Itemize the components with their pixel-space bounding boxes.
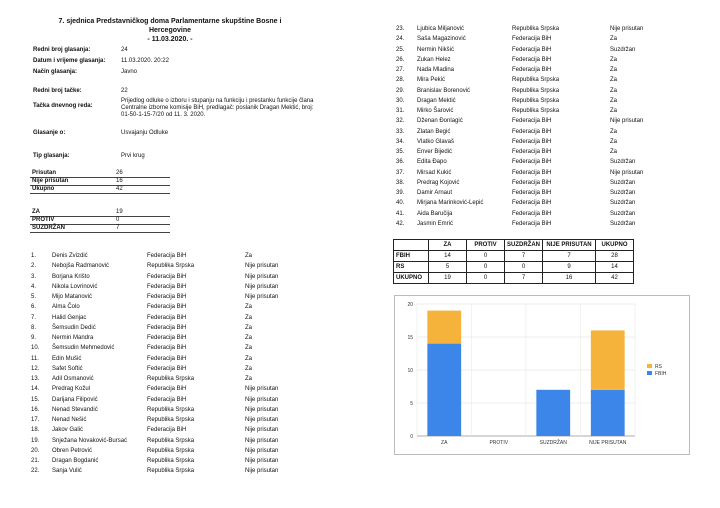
y-tick-label: 15 (407, 335, 413, 341)
member-vote: Suzdržan (610, 220, 636, 227)
votes-row (30, 209, 170, 217)
member-vote: Za (245, 345, 253, 352)
member-entity: Federacija BiH (512, 56, 552, 63)
member-name: Halid Genjac (52, 314, 87, 321)
results-cell: UKUPNO (394, 273, 429, 284)
presence-row (30, 186, 170, 194)
presence-value: 26 (114, 170, 170, 178)
meta-label: Redni broj glasanja: (33, 47, 91, 53)
member-entity: Federacija BiH (147, 304, 187, 311)
vote-chart-svg (395, 296, 689, 454)
member-entity: Federacija BiH (147, 314, 187, 321)
results-header-cell: SUZDRŽAN (505, 240, 543, 251)
member-number: 25. (396, 46, 405, 53)
member-vote: Za (610, 56, 618, 63)
votes-row (30, 225, 170, 233)
member-entity: Republika Srpska (147, 376, 195, 382)
member-number: 14. (31, 386, 40, 393)
member-name: Nada Mladina (417, 67, 455, 73)
results-cell: 14 (429, 251, 467, 262)
member-entity: Federacija BiH (512, 179, 552, 186)
member-name: Saša Magazinović (417, 36, 466, 43)
member-number: 3. (31, 273, 37, 280)
member-name: Nebojša Radmanović (52, 263, 110, 270)
member-entity: Federacija BiH (147, 253, 187, 259)
member-vote: Nije prisutan (610, 169, 644, 176)
member-name: Mirsad Kukić (417, 169, 452, 176)
member-entity: Federacija BiH (147, 294, 187, 300)
members-list-left (31, 251, 331, 481)
member-vote: Za (245, 335, 253, 341)
member-number: 35. (396, 149, 405, 155)
member-vote: Nije prisutan (245, 273, 279, 280)
member-number: 21. (31, 458, 40, 464)
member-entity: Federacija BiH (512, 118, 552, 125)
member-vote: Za (610, 36, 618, 43)
member-entity: Federacija BiH (512, 220, 552, 227)
member-number: 41. (396, 210, 405, 217)
member-entity: Republika Srpska (147, 458, 195, 464)
results-cell: 5 (429, 262, 467, 273)
results-cell: 9 (543, 262, 596, 273)
member-entity: Republika Srpska (147, 406, 195, 413)
results-header-cell: PROTIV (467, 240, 505, 251)
member-entity: Republika Srpska (512, 77, 560, 84)
tip-value: Prvi krug (121, 153, 145, 159)
page-title (40, 17, 300, 44)
member-name: Mijo Matanović (52, 294, 93, 300)
member-vote: Nije prisutan (245, 294, 279, 300)
results-header-cell: NIJE PRISUTAN (543, 240, 596, 251)
member-number: 39. (396, 190, 405, 196)
member-number: 19. (31, 437, 40, 444)
members-list-right (396, 24, 696, 229)
member-name: Adil Osmanović (52, 376, 94, 382)
member-entity: Federacija BiH (512, 149, 552, 155)
member-name: Predrag Kožul (52, 386, 91, 393)
member-name: Jasmin Emrić (417, 220, 454, 227)
member-number: 1. (31, 253, 37, 259)
results-row (394, 251, 634, 262)
member-vote: Nije prisutan (245, 263, 279, 270)
member-vote: Za (610, 128, 618, 135)
member-name: Dragan Mektić (417, 97, 456, 104)
member-entity: Federacija BiH (147, 335, 187, 341)
member-vote: Suzdržan (610, 190, 636, 196)
member-number: 28. (396, 77, 405, 84)
member-number: 37. (396, 169, 405, 176)
member-entity: Federacija BiH (147, 355, 187, 362)
member-entity: Republika Srpska (512, 108, 560, 114)
member-number: 36. (396, 159, 405, 166)
member-name: Nermin Mandra (52, 335, 94, 341)
member-entity: Federacija BiH (512, 46, 552, 53)
member-number: 32. (396, 118, 405, 125)
member-name: Dženan Đonlagić (417, 118, 463, 125)
member-vote: Nije prisutan (245, 447, 279, 454)
agenda-item-line: 01-50-1-15-7/20 od 11. 3. 2020. (121, 112, 206, 118)
presence-value: 42 (114, 186, 170, 194)
member-vote: Nije prisutan (245, 427, 279, 434)
votes-label: PROTIV (30, 217, 114, 225)
member-number: 22. (31, 468, 40, 475)
member-name: Edita Đapo (417, 159, 447, 166)
member-entity: Republika Srpska (147, 447, 195, 454)
member-number: 12. (31, 365, 40, 372)
results-header-cell: ZA (429, 240, 467, 251)
y-tick-label: 10 (407, 368, 413, 374)
results-cell: 7 (543, 251, 596, 262)
member-name: Alma Čolo (52, 304, 80, 311)
member-name: Nikola Lovrinović (52, 283, 98, 290)
member-name: Edin Mušić (52, 355, 82, 362)
member-entity: Federacija BiH (147, 345, 187, 352)
results-cell: 16 (543, 273, 596, 284)
member-entity: Federacija BiH (512, 159, 552, 166)
member-number: 10. (31, 345, 40, 352)
glasanje-label: Glasanje o: (33, 130, 66, 136)
member-entity: Federacija BiH (512, 128, 552, 135)
member-vote: Nije prisutan (245, 386, 279, 393)
member-name: Nermin Nikšić (417, 46, 455, 53)
member-number: 9. (31, 335, 37, 341)
results-cell: RS (394, 262, 429, 273)
member-name: Mirjana Marinković-Lepić (417, 200, 484, 207)
member-number: 5. (31, 294, 37, 300)
member-entity: Federacija BiH (512, 138, 552, 145)
y-tick-label: 20 (407, 302, 413, 308)
member-number: 23. (396, 26, 405, 32)
member-entity: Federacija BiH (147, 365, 187, 372)
member-vote: Suzdržan (610, 200, 636, 207)
member-vote: Za (245, 365, 253, 372)
member-name: Safet Softić (52, 365, 83, 372)
member-vote: Za (610, 77, 618, 84)
votes-value: 0 (114, 217, 170, 225)
member-name: Dragan Bogdanić (52, 458, 99, 464)
results-cell: 0 (467, 273, 505, 284)
member-entity: Republika Srpska (147, 437, 195, 444)
member-number: 34. (396, 138, 405, 145)
results-table (393, 239, 634, 284)
member-vote: Za (245, 253, 253, 259)
member-entity: Federacija BiH (512, 67, 552, 73)
member-vote: Suzdržan (610, 210, 636, 217)
member-entity: Republika Srpska (512, 26, 560, 32)
member-entity: Federacija BiH (147, 324, 187, 331)
agenda-item-line: Prijedlog odluke o izboru i stupanju na funkciju i prestanku funkcije člana (121, 98, 314, 104)
x-tick-label: SUZDRŽAN (539, 440, 567, 446)
member-number: 17. (31, 417, 40, 423)
results-cell: 19 (429, 273, 467, 284)
member-number: 27. (396, 67, 405, 73)
results-cell: 42 (596, 273, 634, 284)
votes-value: 19 (114, 209, 170, 217)
member-number: 2. (31, 263, 37, 270)
member-vote: Suzdržan (610, 179, 636, 186)
results-cell: 0 (467, 251, 505, 262)
member-name: Mira Pekić (417, 77, 446, 84)
member-number: 13. (31, 376, 40, 382)
member-name: Branislav Borenović (417, 87, 471, 94)
member-vote: Za (610, 149, 618, 155)
presence-row (30, 170, 170, 178)
member-vote: Nije prisutan (245, 458, 279, 464)
member-entity: Federacija BiH (147, 386, 187, 393)
x-tick-label: NIJE PRISUTAN (589, 440, 627, 446)
x-tick-label: ZA (441, 440, 448, 446)
member-vote: Nije prisutan (245, 283, 279, 290)
member-vote: Nije prisutan (245, 468, 279, 475)
results-cell: FBIH (394, 251, 429, 262)
results-header-row (394, 240, 634, 251)
results-header-cell (394, 240, 429, 251)
member-vote: Za (245, 376, 253, 382)
member-number: 38. (396, 179, 405, 186)
member-number: 8. (31, 324, 37, 331)
member-name: Zukan Helez (417, 56, 451, 63)
member-vote: Za (610, 108, 618, 114)
presence-row (30, 178, 170, 186)
member-number: 30. (396, 97, 405, 104)
legend-swatch (647, 371, 652, 375)
member-vote: Nije prisutan (245, 417, 279, 423)
member-name: Šemsudin Mehmedović (52, 345, 115, 352)
member-name: Damir Arnaut (417, 190, 453, 196)
member-vote: Za (245, 304, 253, 311)
member-vote: Za (610, 67, 618, 73)
results-row (394, 273, 634, 284)
presence-label: Nije prisutan (30, 178, 114, 186)
member-entity: Federacija BiH (512, 200, 552, 207)
member-number: 7. (31, 314, 37, 321)
meta-value: Javno (121, 69, 138, 75)
member-number: 4. (31, 283, 37, 290)
glasanje-value: Usvajanju Odluke (121, 130, 169, 136)
y-tick-label: 5 (410, 401, 413, 407)
meta-label: Datum i vrijeme glasanja: (33, 58, 106, 64)
member-entity: Federacija BiH (147, 396, 187, 403)
member-vote: Nije prisutan (610, 26, 644, 32)
results-cell: 28 (596, 251, 634, 262)
results-row (394, 262, 634, 273)
member-number: 15. (31, 396, 40, 403)
member-entity: Federacija BiH (512, 36, 552, 43)
member-number: 11. (31, 355, 39, 362)
results-header-cell: UKUPNO (596, 240, 634, 251)
bar-rs (591, 330, 625, 389)
member-name: Obren Petrović (52, 447, 93, 454)
results-cell: 7 (505, 273, 543, 284)
results-cell: 0 (505, 262, 543, 273)
member-vote: Za (245, 355, 253, 362)
member-number: 42. (396, 220, 405, 227)
member-name: Nenad Stevandić (52, 406, 98, 413)
member-vote: Za (610, 138, 618, 145)
results-cell: 0 (467, 262, 505, 273)
member-vote: Nije prisutan (245, 437, 279, 444)
member-name: Aida Baručija (417, 210, 453, 217)
member-entity: Federacija BiH (147, 283, 187, 290)
member-number: 16. (31, 406, 40, 413)
meta-label: Način glasanja: (33, 69, 78, 75)
member-entity: Federacija BiH (147, 427, 187, 434)
title-line-2: - 11.03.2020. - (147, 36, 193, 43)
results-cell: 14 (596, 262, 634, 273)
member-entity: Republika Srpska (147, 417, 195, 423)
member-name: Borjana Krišto (52, 273, 90, 280)
member-name: Ljubica Miljanović (417, 26, 465, 32)
member-vote: Za (610, 87, 618, 94)
member-number: 33. (396, 128, 405, 135)
x-tick-label: PROTIV (489, 440, 509, 446)
member-name: Sanja Vulić (52, 468, 82, 475)
member-name: Vlatko Glavaš (417, 138, 455, 145)
votes-row (30, 217, 170, 225)
member-name: Jakov Galić (52, 427, 84, 434)
member-name: Denis Zvizdić (52, 253, 88, 259)
votes-label: SUZDRŽAN (30, 225, 114, 233)
member-name: Mirko Šarović (417, 108, 454, 114)
member-entity: Federacija BiH (512, 169, 552, 176)
member-number: 29. (396, 87, 405, 94)
member-number: 26. (396, 56, 405, 63)
member-name: Enver Bijedić (417, 149, 453, 155)
presence-label: Prisutan (30, 170, 114, 178)
member-vote: Za (245, 324, 253, 331)
presence-value: 16 (114, 178, 170, 186)
member-name: Snježana Novaković-Bursać (52, 437, 128, 444)
member-entity: Federacija BiH (147, 273, 187, 280)
member-name: Zlatan Begić (417, 128, 451, 135)
member-vote: Nije prisutan (610, 118, 644, 125)
member-number: 20. (31, 447, 40, 454)
member-vote: Za (245, 314, 253, 321)
member-vote: Nije prisutan (245, 406, 279, 413)
member-number: 18. (31, 427, 40, 434)
member-entity: Republika Srpska (147, 468, 195, 475)
meta-value: 24 (121, 47, 128, 53)
member-entity: Federacija BiH (512, 190, 552, 196)
y-tick-label: 0 (410, 434, 413, 440)
member-name: Šemsudin Dedić (52, 324, 96, 331)
bar-rs (427, 311, 461, 344)
legend-label: RS (655, 364, 662, 370)
votes-summary-table (30, 209, 170, 233)
votes-value: 7 (114, 225, 170, 233)
meta-label: Redni broj tačke: (33, 88, 82, 94)
legend-swatch (647, 364, 652, 368)
legend-label: FBIH (655, 371, 667, 377)
member-vote: Nije prisutan (245, 396, 279, 403)
bar-fbih (427, 344, 461, 436)
meta-value: 22 (121, 88, 128, 94)
member-vote: Za (610, 97, 618, 104)
bar-fbih (536, 390, 570, 436)
member-entity: Republika Srpska (512, 87, 560, 94)
votes-label: ZA (30, 209, 114, 217)
member-vote: Suzdržan (610, 46, 636, 53)
member-entity: Republika Srpska (147, 263, 195, 270)
member-name: Nenad Nešić (52, 417, 87, 423)
member-number: 6. (31, 304, 37, 311)
meta-value: 11.03.2020. 20:22 (121, 58, 169, 64)
member-name: Darijana Filipović (52, 396, 98, 403)
tip-label: Tip glasanja: (33, 153, 70, 159)
agenda-item-line: Centralne izborne komisije BiH, predlagač: poslanik Dragan Mektić, broj: (121, 105, 314, 111)
presence-table (30, 170, 170, 194)
member-entity: Federacija BiH (512, 210, 552, 217)
agenda-item-label: Tačka dnevnog reda: (33, 103, 93, 109)
member-number: 40. (396, 200, 405, 207)
results-cell: 7 (505, 251, 543, 262)
member-name: Predrag Kojović (417, 179, 460, 186)
presence-label: Ukupno (30, 186, 114, 194)
bar-fbih (591, 390, 625, 436)
member-number: 31. (396, 108, 405, 114)
member-entity: Republika Srpska (512, 97, 560, 104)
member-vote: Suzdržan (610, 159, 636, 166)
title-line-1: 7. sjednica Predstavničkog doma Parlamentarne skupštine Bosne i Hercegovine (58, 18, 282, 34)
member-number: 24. (396, 36, 405, 43)
vote-chart (394, 295, 690, 455)
